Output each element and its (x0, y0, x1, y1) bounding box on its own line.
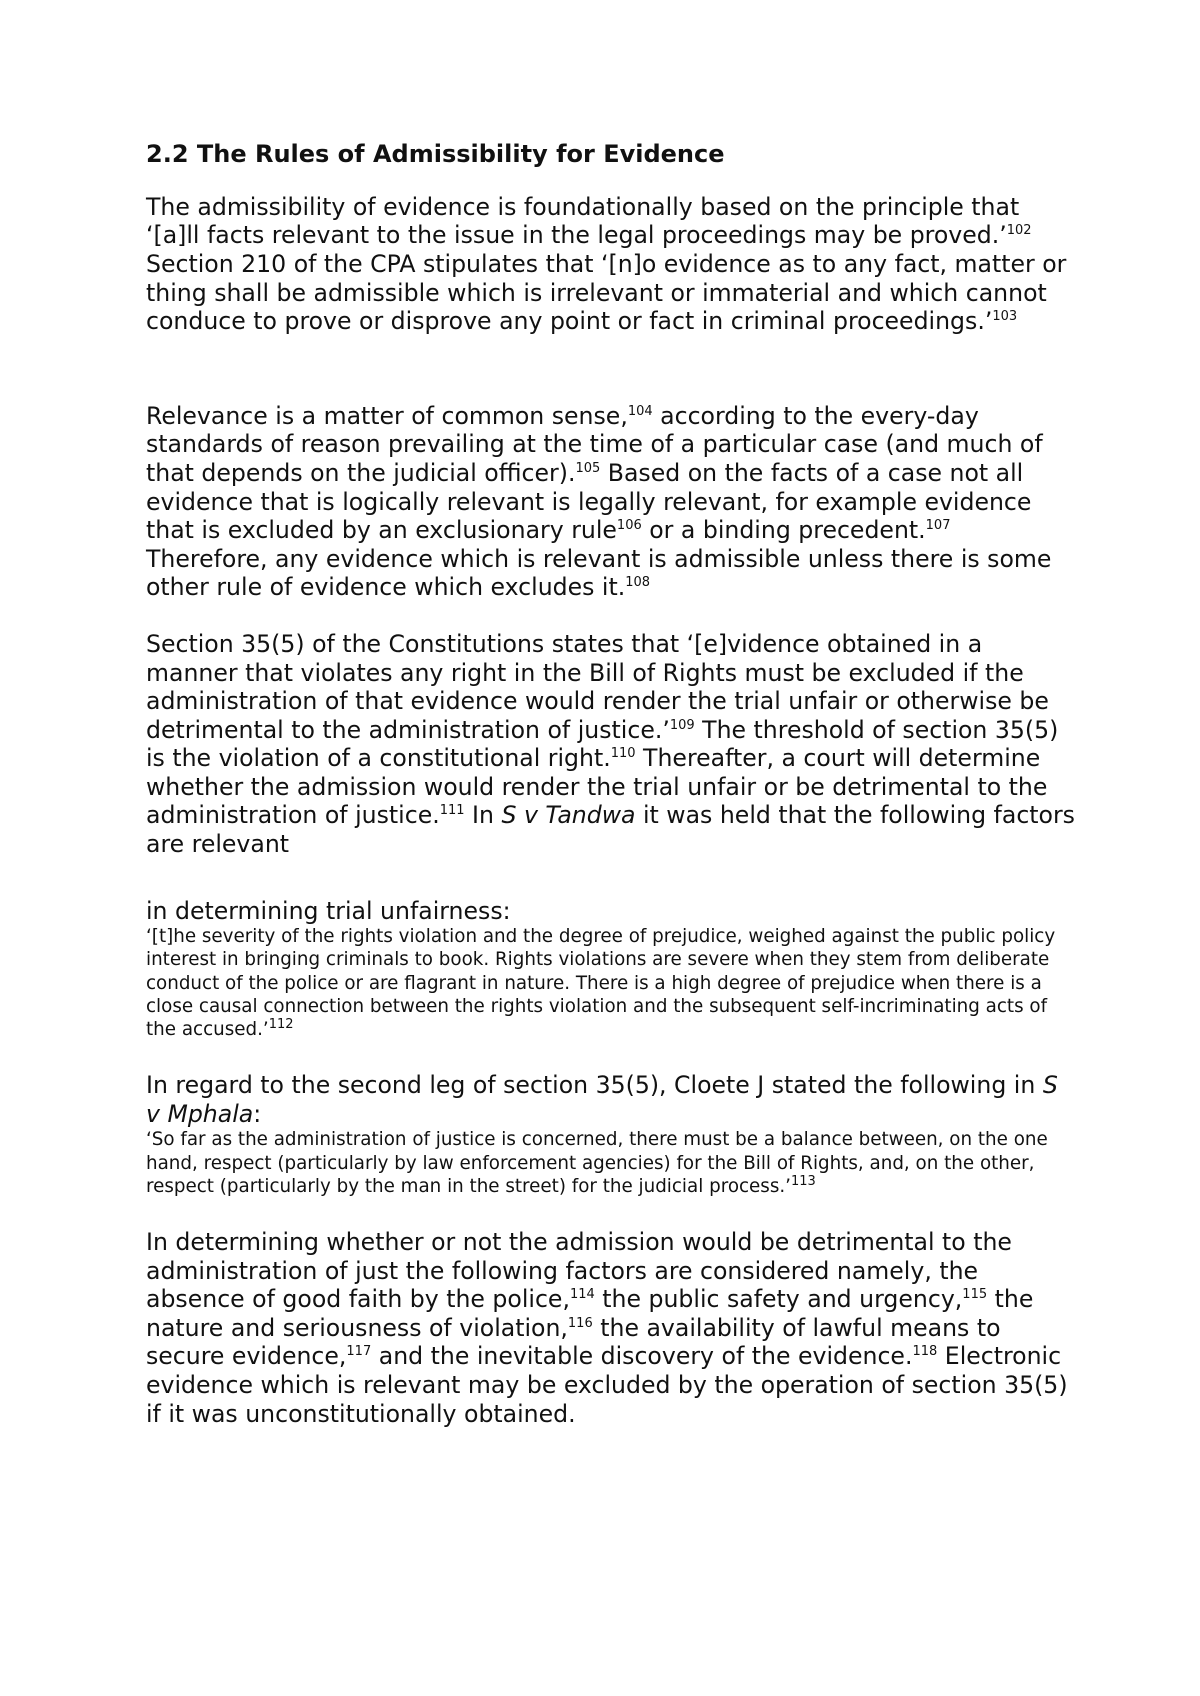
paragraph-text: In (464, 801, 502, 830)
paragraph-text: Electronic evidence which is relevant may be excluded by the operation of section 35(5) if it was unconstitutionally obtained. (146, 1342, 1068, 1428)
paragraph-admissibility (146, 193, 1076, 336)
footnote-ref[interactable]: 112 (268, 1016, 294, 1032)
paragraph-text: Relevance is a matter of common sense, (146, 401, 628, 430)
paragraph-relevance (146, 402, 1076, 602)
case-name: S v Tandwa (501, 801, 636, 830)
footnote-ref[interactable]: 110 (610, 746, 636, 762)
paragraph-text: Therefore, any evidence which is relevant is admissible unless there is some other rule of evidence which excludes it. (146, 544, 1052, 602)
paragraph-detrimental-factors (146, 1228, 1076, 1428)
footnote-ref[interactable]: 113 (790, 1173, 816, 1189)
paragraph-text: Section 35(5) of the Constitutions states that ‘[e]vidence obtained in a manner that violates any right in the Bill of Rights must be excluded if the administration of that evidence would render the trial unfair or otherwise be detrimental to the administration of justice.’ (146, 629, 1049, 744)
footnote-ref[interactable]: 115 (962, 1287, 988, 1303)
paragraph-text: the availability of lawful means to secure evidence, (146, 1313, 1001, 1371)
footnote-ref[interactable]: 117 (346, 1344, 372, 1360)
paragraph-text: The admissibility of evidence is foundationally based on the principle that ‘[a]ll facts relevant to the issue in the legal proceedings may be proved.’ (146, 192, 1020, 250)
section-heading: 2.2 The Rules of Admissibility for Evidence (146, 140, 725, 168)
footnote-ref[interactable]: 106 (616, 518, 642, 534)
paragraph-text: the public safety and urgency, (594, 1285, 963, 1314)
paragraph-text: Based on the facts of a case not all evidence that is logically relevant is legally relevant, for example evidence that is excluded by an exclusionary rule (146, 458, 1032, 545)
footnote-ref[interactable]: 116 (567, 1316, 593, 1331)
footnote-ref[interactable]: 111 (439, 803, 465, 819)
footnote-ref[interactable]: 105 (575, 461, 601, 477)
paragraph-text: Thereafter, a court will determine whether the admission would render the trial unfair or be detrimental to the administration of justice. (146, 744, 1048, 830)
footnote-ref[interactable]: 107 (925, 518, 951, 534)
paragraph-text: and the inevitable discovery of the evidence. (371, 1342, 913, 1371)
paragraph-text: the nature and seriousness of violation, (146, 1285, 1034, 1342)
paragraph-text: Section 210 of the CPA stipulates that ‘[n]o evidence as to any fact, matter or thing shall be admissible which is irrelevant or immaterial and which cannot conduce to prove or disprove any point or fact in criminal proceedings.’ (146, 249, 1067, 336)
footnote-ref[interactable]: 104 (627, 403, 653, 419)
document-page (146, 140, 1076, 1428)
quote-text: ‘[t]he severity of the rights violation and the degree of prejudice, weighed against the public policy interest in bringing criminals to book. Rights violations are severe when they stem from deliberate conduct of the police or are flagrant in nature. There is a high degree of prejudice when there is a close causal connection between the rights violation and the subsequent self-incriminating acts of the accused.’ (146, 926, 1056, 1041)
footnote-ref[interactable]: 103 (992, 309, 1018, 325)
lead-in-second-leg (146, 1071, 1076, 1128)
quote-text: ‘So far as the administration of justice is concerned, there must be a balance between, on the one hand, respect (particularly by law enforcement agencies) for the Bill of Rights, and, on the other, respect (particularly by the man in the street) for the judicial process.’ (146, 1129, 1048, 1197)
spacer (146, 364, 1076, 402)
footnote-ref[interactable]: 108 (625, 575, 651, 591)
paragraph-text: The threshold of section 35(5) is the violation of a constitutional right. (146, 715, 1059, 773)
paragraph-section-35-5 (146, 630, 1076, 859)
footnote-ref[interactable]: 114 (569, 1287, 595, 1303)
lead-in-trial-unfairness: in determining trial unfairness: (146, 896, 511, 925)
paragraph-text: In determining whether or not the admission would be detrimental to the administration of just the following factors are considered namely, the absence of good faith by the police, (146, 1228, 1012, 1314)
footnote-ref[interactable]: 109 (669, 717, 695, 733)
footnote-ref[interactable]: 118 (912, 1344, 938, 1360)
footnote-ref[interactable]: 102 (1006, 223, 1032, 239)
paragraph-text: or a binding precedent. (641, 516, 926, 545)
case-name: S v Mphala (146, 1071, 1058, 1128)
paragraph-text: it was held that the following factors are relevant (146, 801, 1075, 859)
block-quote-tandwa (146, 925, 1076, 1041)
paragraph-text: In regard to the second leg of section 35(5), Cloete J stated the following in (146, 1071, 1043, 1100)
block-quote-mphala (146, 1128, 1076, 1198)
paragraph-text: : (253, 1099, 262, 1128)
paragraph-text: according to the every-day standards of reason prevailing at the time of a particular case (and much of that depends on the judicial officer). (146, 401, 1043, 487)
